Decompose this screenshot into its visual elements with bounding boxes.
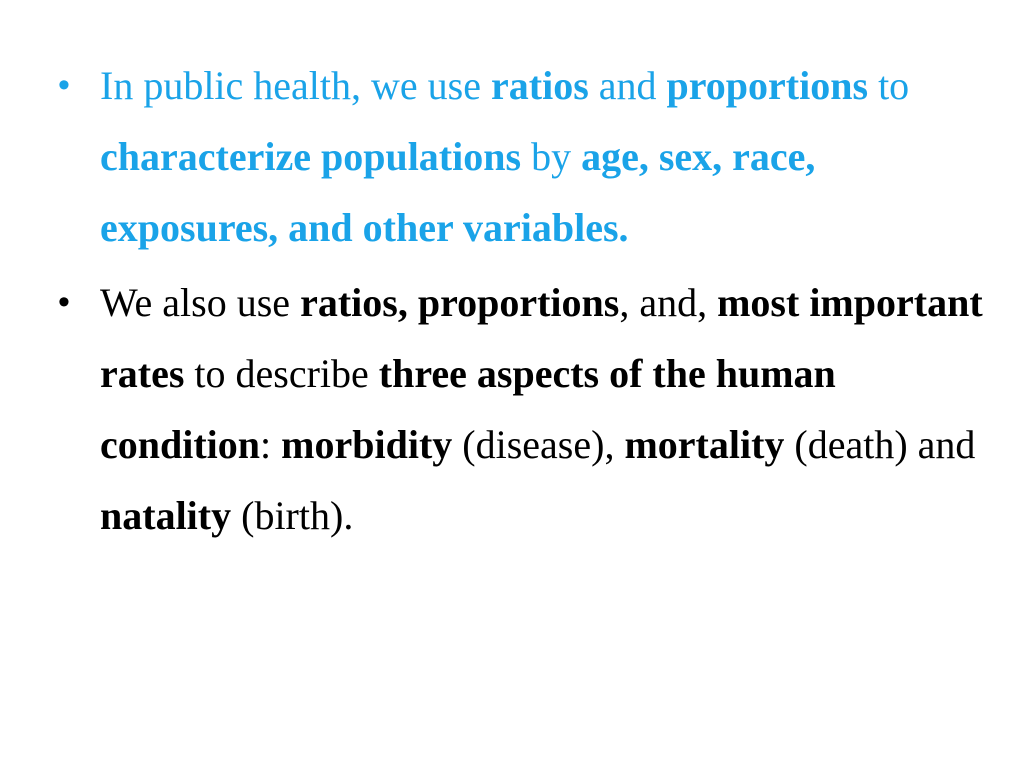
bullet-item-rates	[58, 267, 988, 551]
text-segment: In public health, we use	[100, 63, 491, 108]
text-segment: :	[260, 422, 282, 467]
text-segment: (disease),	[452, 422, 625, 467]
text-segment: and	[588, 63, 667, 108]
text-segment-bold: age, sex, race, exposures, and other variables.	[100, 134, 816, 250]
text-segment-bold: proportions	[666, 63, 869, 108]
bullet-list	[58, 50, 988, 555]
text-segment: , and,	[619, 280, 718, 325]
text-segment-bold: three aspects of the human condition	[100, 351, 836, 467]
bullet-item-ratios-proportions	[58, 50, 988, 263]
text-segment-bold: natality	[100, 493, 232, 538]
text-segment: We also use	[100, 280, 301, 325]
text-segment-bold: mortality	[624, 422, 785, 467]
text-segment-bold: morbidity	[281, 422, 453, 467]
text-segment: (death) and	[784, 422, 976, 467]
bullet-dot-icon: •	[58, 66, 70, 104]
bullet-text	[100, 63, 909, 250]
text-segment: to	[868, 63, 910, 108]
text-segment: to describe	[184, 351, 379, 396]
text-segment-bold: ratios	[491, 63, 589, 108]
text-segment: by	[521, 134, 582, 179]
text-segment-bold: ratios, proportions	[300, 280, 620, 325]
bullet-text	[100, 280, 983, 538]
bullet-dot-icon: •	[58, 283, 70, 321]
text-segment-bold: most important rates	[100, 280, 983, 396]
text-segment-bold: characterize populations	[100, 134, 522, 179]
text-segment: (birth).	[231, 493, 354, 538]
